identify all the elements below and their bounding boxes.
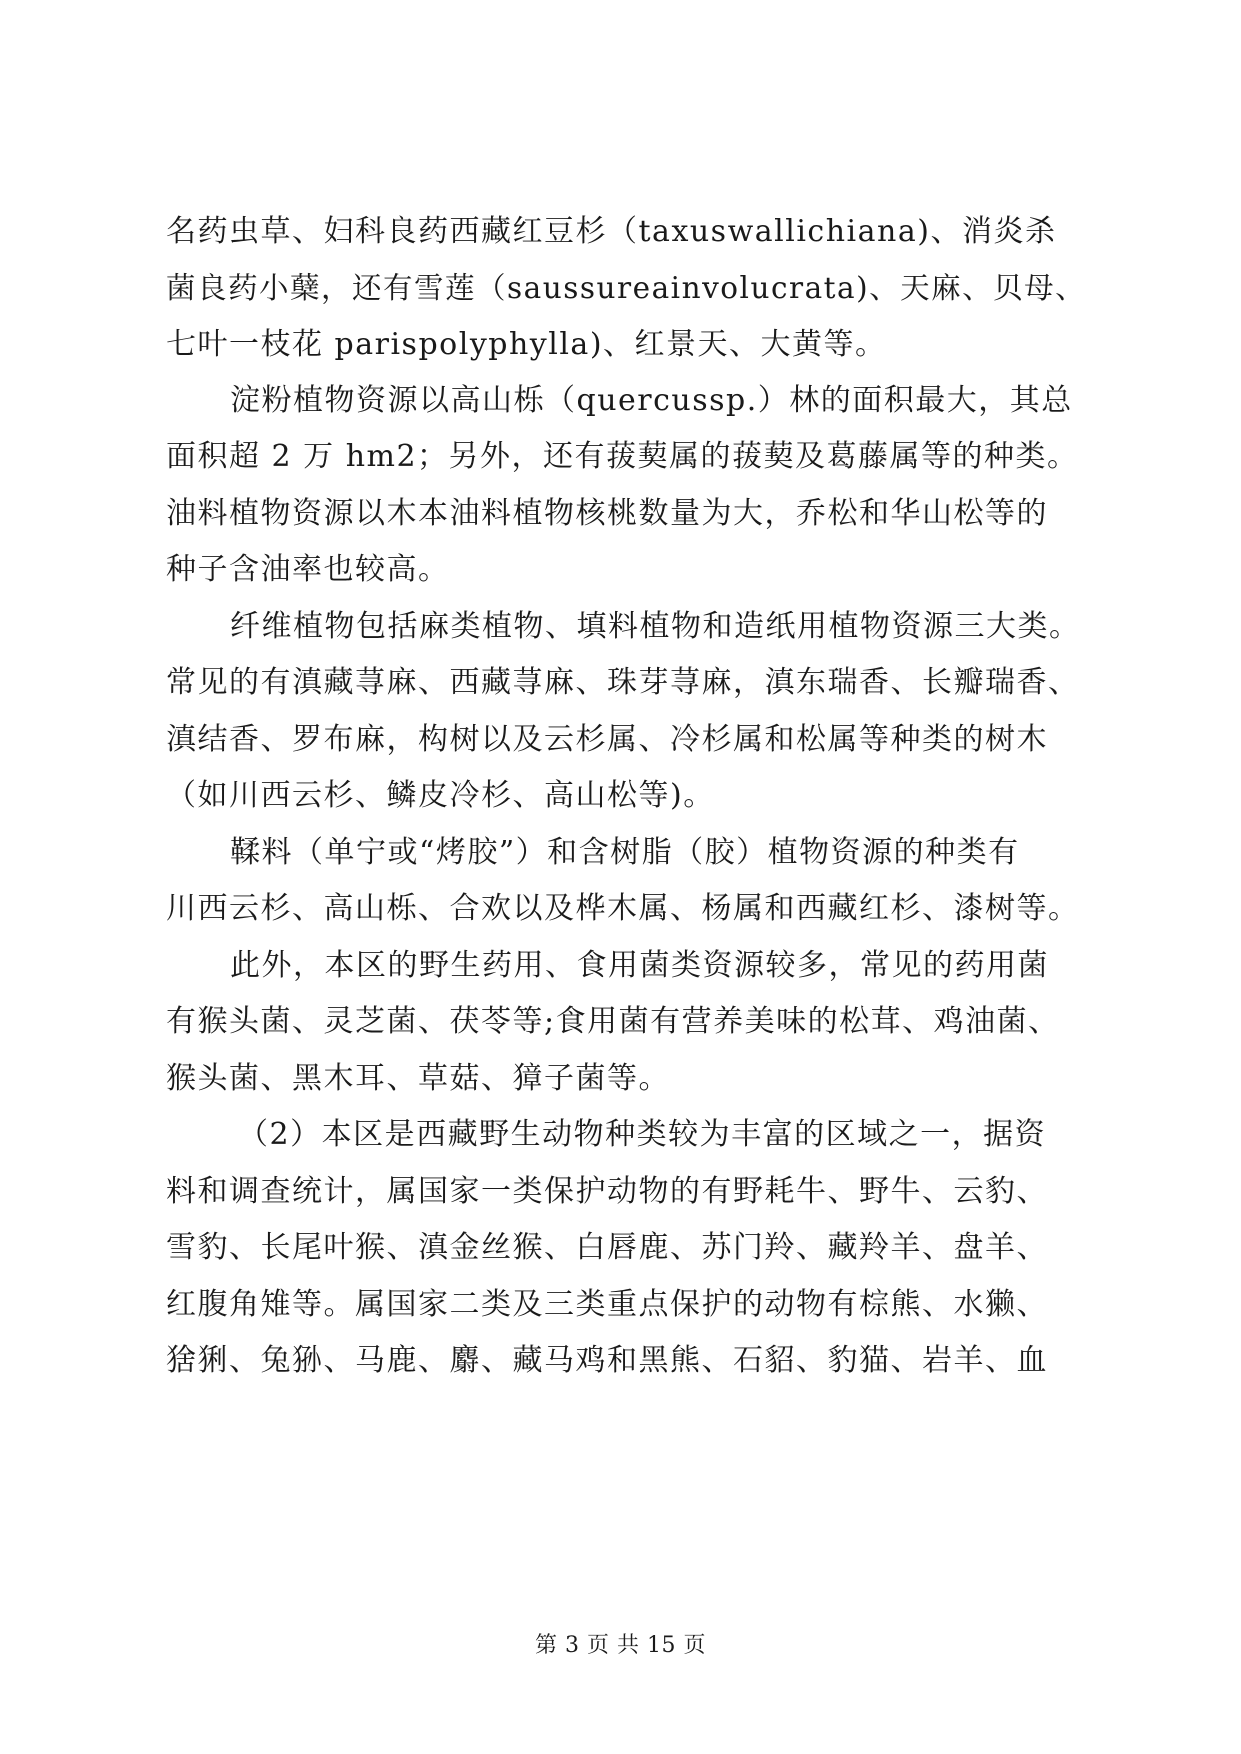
text-line: （2）本区是西藏野生动物种类较为丰富的区域之一，据资 [238, 1117, 1047, 1152]
text-line: 红腹角雉等。属国家二类及三类重点保护的动物有棕熊、水獭、 [166, 1287, 1048, 1322]
text-line: 料和调查统计，属国家一类保护动物的有野耗牛、野牛、云豹、 [166, 1174, 1048, 1209]
text-line: 猞猁、兔狲、马鹿、麝、藏马鸡和黑熊、石貂、豹猫、岩羊、血 [166, 1343, 1048, 1378]
text-line: 常见的有滇藏荨麻、西藏荨麻、珠芽荨麻，滇东瑞香、长瓣瑞香、 [166, 665, 1080, 700]
text-line: 七叶一枝花 parispolyphylla)、红景天、大黄等。 [166, 327, 887, 362]
text-line: 滇结香、罗布麻，构树以及云杉属、冷杉属和松属等种类的树木 [166, 722, 1048, 757]
text-line: 有猴头菌、灵芝菌、茯苓等;食用菌有营养美味的松茸、鸡油菌、 [166, 1004, 1060, 1039]
text-line: 名药虫草、妇科良药西藏红豆杉（taxuswallichiana)、消炎杀 [166, 214, 1057, 249]
text-line: 纤维植物包括麻类植物、填料植物和造纸用植物资源三大类。 [230, 609, 1081, 644]
text-line: 淀粉植物资源以高山栎（quercussp.）林的面积最大，其总 [230, 383, 1073, 418]
text-line: 川西云杉、高山栎、合欢以及桦木属、杨属和西藏红杉、漆树等。 [166, 891, 1080, 926]
text-line: 此外，本区的野生药用、食用菌类资源较多，常见的药用菌 [230, 948, 1049, 983]
text-line: 油料植物资源以木本油料植物核桃数量为大，乔松和华山松等的 [166, 496, 1048, 531]
text-line: 种子含油率也较高。 [166, 552, 450, 587]
text-line: 雪豹、长尾叶猴、滇金丝猴、白唇鹿、苏门羚、藏羚羊、盘羊、 [166, 1230, 1048, 1265]
text-line: 面积超 2 万 hm2；另外，还有菝葜属的菝葜及葛藤属等的种类。 [166, 439, 1079, 474]
page-number-footer: 第 3 页 共 15 页 [535, 1633, 706, 1658]
text-line: 菌良药小蘖，还有雪莲（saussureainvolucrata)、天麻、贝母、 [166, 271, 1087, 305]
text-line: 鞣料（单宁或“烤胶”）和含树脂（胶）植物资源的种类有 [230, 835, 1020, 870]
text-line: 猴头菌、黑木耳、草菇、獐子菌等。 [166, 1061, 670, 1096]
text-line: （如川西云杉、鳞皮冷杉、高山松等)。 [166, 778, 715, 813]
